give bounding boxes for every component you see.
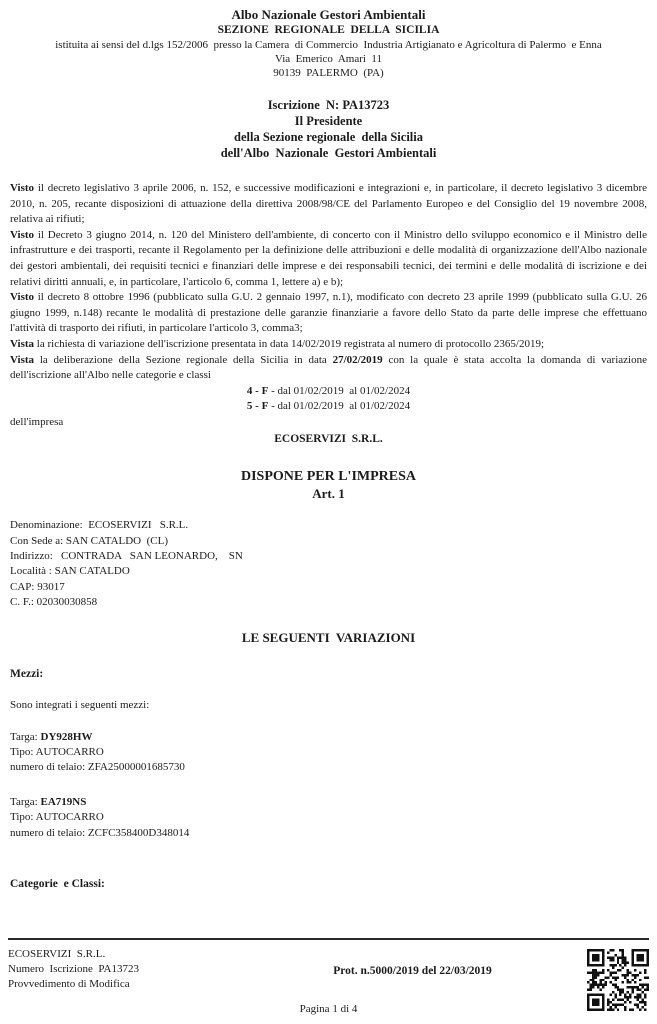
mezzi-label: Mezzi: [10,667,44,680]
vehicle-block [10,730,647,776]
president-line: dell'Albo Nazionale Gestori Ambientali [220,146,437,160]
recital-text: il decreto 8 ottobre 1996 (pubblicato sulla G.U. 2 gennaio 1997, n.1), modificato con decreto 23 aprile 1999 (pubblicato sulla G.U. 26 giugno 1999, n.148) recante le modalità di prestazione delle garanzie finanziarie a favore dello Stato da parte delle imprese che effettuano l'attività di trasporto dei rifiuti, in particolare l'articolo 3, comma3; [10,291,647,335]
detail-denominazione: Denominazione: ECOSERVIZI S.R.L. [10,519,189,532]
targa-value: EA719NS [40,795,87,808]
targa-value: DY928HW [40,730,93,743]
protocol-number: Prot. n.5000/2019 del 22/03/2019 [333,965,492,977]
recital-paragraph [10,337,647,353]
category-dates: - dal 01/02/2019 al 01/02/2024 [268,384,411,397]
article-heading: Art. 1 [312,486,345,502]
dispone-title: DISPONE PER L'IMPRESA [240,469,417,485]
recital-lead: Visto [10,182,35,194]
vehicle-block [10,795,647,841]
recital-paragraph [10,228,647,290]
recital-bold-text: 27/02/2019 [332,353,383,366]
categories-classes-label: Categorie e Classi: [10,877,105,890]
recital-text: la richiesta di variazione dell'iscrizione presentata in data 14/02/2019 registrata al numero di protocollo 2365/2019; [34,337,545,350]
company-details [10,518,647,610]
org-address: Via Emerico Amari 11 [274,53,383,65]
category-code: 5 - F [246,400,269,413]
recital-text: la deliberazione della Sezione regionale della Sicilia in data [34,353,333,366]
footer-iscrizione: Numero Iscrizione PA13723 [8,963,139,975]
category-class-line [10,399,647,415]
targa-label: Targa: [10,795,41,808]
category-dates: - dal 01/02/2019 al 01/02/2024 [268,400,411,413]
vehicle-targa-line [10,795,647,810]
president-line: Il Presidente [294,114,363,128]
vehicle-targa-line [10,730,647,745]
vehicle-telaio-line: numero di telaio: ZFA25000001685730 [10,761,185,774]
targa-label: Targa: [10,730,41,743]
recital-lead: Vista [10,337,35,350]
recital-lead: Visto [10,228,35,241]
document-header [10,7,647,80]
detail-sede: Con Sede a: SAN CATALDO (CL) [10,534,168,547]
vehicle-telaio-line: numero di telaio: ZCFC358400D348014 [10,826,190,839]
vehicle-tipo-line: Tipo: AUTOCARRO [10,745,104,758]
footer-left-block [8,947,238,992]
registration-number: Iscrizione N: PA13723 [267,98,390,112]
qr-code-icon [587,949,649,1011]
recital-text: il decreto legislativo 3 aprile 2006, n. 152, e successive modificazioni e integrazioni e, in particolare, il decreto legislativo 3 dicembre 2010, n. 205, recante disposizioni di attuazione della direttiva 2008/98/CE del Parlamento Europeo e del Consiglio del 19 novembre 2008, relativa ai rifiuti; [10,182,647,226]
president-block [10,113,647,161]
document-footer [8,938,649,1011]
mezzi-intro: Sono integrati i seguenti mezzi: [10,698,150,711]
footer-provvedimento: Provvedimento di Modifica [8,978,130,990]
variations-title: LE SEGUENTI VARIAZIONI [241,629,416,645]
president-line: della Sezione regionale della Sicilia [234,130,423,144]
impresa-line: dell'impresa [10,415,64,428]
page-number: Pagina 1 di 4 [299,1003,358,1015]
detail-indirizzo: Indirizzo: CONTRADA SAN LEONARDO, SN [10,549,243,562]
footer-protocol-block [238,947,587,979]
category-code: 4 - F [246,384,269,397]
org-title: Albo Nazionale Gestori Ambientali [231,7,426,22]
detail-localita: Località : SAN CATALDO [10,565,130,578]
org-subtitle: SEZIONE REGIONALE DELLA SICILIA [217,24,440,36]
detail-cf: C. F.: 02030030858 [10,596,98,609]
recital-paragraph [10,290,647,337]
vehicle-tipo-line: Tipo: AUTOCARRO [10,811,104,824]
org-institution-line: istituita ai sensi del d.lgs 152/2006 presso la Camera di Commercio Industria Artigianato e Agricoltura di Palermo e Enna [55,39,602,51]
footer-company: ECOSERVIZI S.R.L. [8,948,106,960]
recital-paragraph [10,181,647,228]
recital-paragraph [10,353,647,384]
recital-text: con la quale è stata accolta la domanda di variazione dell'iscrizione all'Albo nelle categorie e classi [10,353,647,382]
detail-cap: CAP: 93017 [10,580,65,593]
company-name: ECOSERVIZI S.R.L. [274,432,383,445]
category-class-line [10,384,647,400]
recitals-section [10,181,647,384]
org-city: 90139 PALERMO (PA) [273,67,384,79]
recital-text: il Decreto 3 giugno 2014, n. 120 del Ministero dell'ambiente, di concerto con il Ministro dello sviluppo economico e il Ministro delle infrastrutture e dei trasporti, recante il Regolamento per la definizione delle attribuzioni e delle modalità di organizzazione dell'Albo nazionale dei gestori ambientali, dei requisiti tecnici e finanziari delle imprese e dei responsabili tecnici, dei termini e delle modalità di iscrizione e dei relativi diritti annuali, e, in particolare, l'articolo 6, comma 1, lettere a) e b); [10,228,647,288]
recital-lead: Visto [10,291,35,304]
recital-lead: Vista [10,353,35,366]
